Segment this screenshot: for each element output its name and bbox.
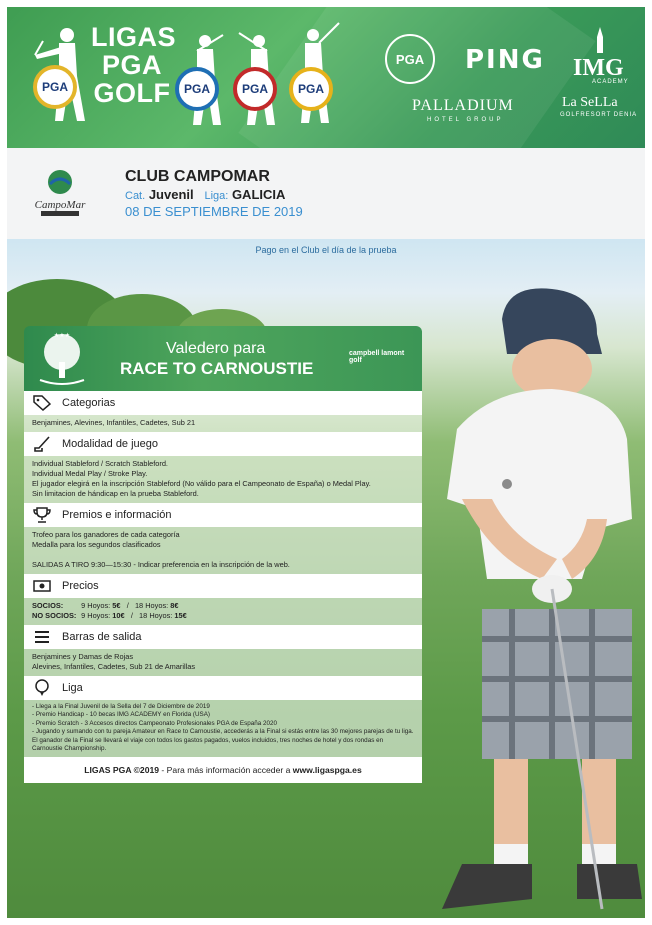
section-modalidad: Modalidad de juego [24, 432, 422, 456]
precio-socios: SOCIOS: 9 Hoyos: 5€ / 18 Hoyos: 8€ [32, 601, 179, 610]
ping-logo: PING [465, 45, 545, 75]
carnoustie-tree-logo [32, 330, 92, 388]
section-premios: Premios e información [24, 503, 422, 527]
club-name: CLUB CAMPOMAR [125, 168, 270, 185]
pga-seal-logo: PGA [385, 34, 435, 84]
palladium-logo: PALLADIUM [412, 97, 514, 114]
liga-value: GALICIA [231, 187, 286, 202]
pga-medal-icon: PGA [289, 67, 333, 111]
photo-background [7, 239, 645, 918]
modalidad-body: Individual Stableford / Scratch Stableford. Individual Medal Play / Stroke Play. El jugador elegirá en la inscripción Stableford (No válido para el Campeonato de España) o Medal Play. Sin limitacion de hándicap en la prueba Stableford. [24, 456, 422, 503]
club-meta: Cat. Juvenil Liga: GALICIA [125, 187, 286, 202]
pga-medal-icon: PGA [233, 67, 277, 111]
race-title: RACE TO CARNOUSTIE [120, 359, 314, 378]
website-link[interactable]: www.ligaspga.es [292, 765, 362, 776]
lasella-sub: GOLFRESORT DENIA [560, 112, 638, 118]
lasella-logo: La SeLLa [562, 95, 618, 110]
pga-medal-icon: PGA [33, 65, 77, 109]
img-academy-sub: ACADEMY [592, 79, 629, 85]
campomar-logo [25, 166, 95, 218]
event-date: 08 DE SEPTIEMBRE DE 2019 [125, 204, 303, 219]
img-academy-logo: IMG [573, 55, 624, 81]
footer-info: LIGAS PGA ©2019 - Para más información acceder a www.ligaspga.es [24, 757, 422, 783]
section-liga: Liga [24, 676, 422, 700]
section-barras: Barras de salida [24, 625, 422, 649]
header-banner [7, 7, 645, 148]
tag-icon [32, 394, 52, 412]
race-to-carnoustie-header [24, 326, 422, 391]
valedero-text: Valedero para [166, 340, 266, 357]
svg-text:CampoMar: CampoMar [34, 199, 86, 211]
pga-medal-icon: PGA [175, 67, 219, 111]
img-academy-mark-icon [593, 27, 607, 53]
campbell-lamont-logo: campbell lamont golf [349, 350, 405, 364]
svg-text:★★★: ★★★ [53, 333, 71, 339]
menu-icon [32, 628, 52, 646]
golf-ball-icon [32, 679, 52, 697]
section-categorias: Categorias [24, 391, 422, 415]
precio-no-socios: NO SOCIOS: 9 Hoyos: 10€ / 18 Hoyos: 15€ [32, 611, 187, 620]
golf-club-icon [32, 435, 52, 453]
info-panel [24, 326, 422, 783]
categorias-body: Benjamines, Alevines, Infantiles, Cadetes, Sub 21 [24, 415, 422, 432]
premios-body: Trofeo para los ganadores de cada categoría Medalla para los segundos clasificados SALIDAS A TIRO 9:30—15:30 - Indicar preferencia en la inscripción de la web. [24, 527, 422, 574]
club-band [7, 148, 645, 239]
pago-notice: Pago en el Club el día de la prueba [255, 245, 397, 255]
category-value: Juvenil [148, 187, 194, 202]
barras-body: Benjamines y Damas de Rojas Alevines, Infantiles, Cadetes, Sub 21 de Amarillas [24, 649, 422, 676]
poster [7, 7, 645, 918]
ligas-pga-golf-title: LIGAS PGA GOLF [91, 22, 177, 108]
liga-body: - Llega a la Final Juvenil de la Sella del 7 de Diciembre de 2019 - Premio Handicap - 10 becas IMG ACADEMY en Florida (USA) - Premio Scratch - 3 Accesos directos Campeonato Profesionales PGA de España 2020 - Jugando y sumando con tu pareja Amateur en Race to Carnoustie, accederás a la Final si estás entre las 30 mejores parejas de tu liga. El ganador de la Final se llevará el viaje con todos los gastos pagados, vuelos incluidos, tres noches de hotel y dos rondas en Carnoustie Championship. [24, 700, 422, 757]
precios-body [24, 598, 422, 625]
section-precios: Precios [24, 574, 422, 598]
trophy-icon [32, 506, 52, 524]
money-icon [32, 577, 52, 595]
palladium-sub: HOTEL GROUP [427, 117, 504, 123]
junior-golfer-photo [402, 259, 642, 918]
